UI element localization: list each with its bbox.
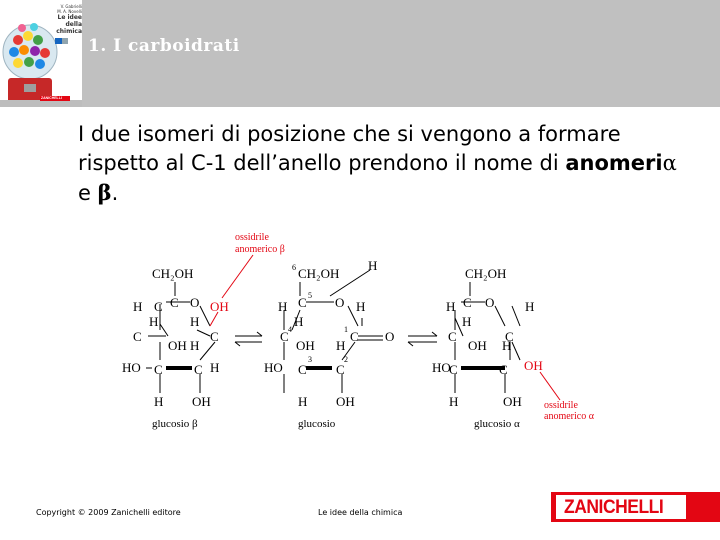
right-h-c5: H	[446, 299, 456, 314]
left-anomeric-oh: OH	[210, 299, 229, 314]
mid-c5: C	[298, 295, 307, 310]
mid-o: O	[335, 295, 345, 310]
right-oh-c4: OH	[468, 338, 487, 353]
slide-title: 1. I carboidrati	[88, 36, 240, 56]
mid-num-5: 5	[308, 291, 312, 300]
label-ossidrile-alpha-2: anomerico α	[544, 411, 594, 422]
right-ring-o: O	[485, 295, 495, 310]
anomer-diagram	[110, 225, 610, 435]
mid-c1: C	[350, 329, 359, 344]
body-end: .	[111, 181, 119, 205]
bold-term-anomeri: anomeri	[565, 151, 663, 175]
label-ossidrile-beta-1: ossidrile	[235, 232, 269, 243]
mid-h-top: H	[368, 258, 378, 273]
mid-h-c4: H	[294, 314, 304, 329]
right-anomeric-oh: OH	[524, 358, 543, 373]
mid-num-4: 4	[288, 325, 292, 334]
left-ho: HO	[122, 360, 141, 375]
book-cover-image	[0, 0, 82, 107]
mid-h-c3: H	[298, 394, 308, 409]
left-c5b: C	[154, 299, 163, 314]
mid-c4: C	[280, 329, 289, 344]
right-c4: C	[448, 329, 457, 344]
label-glucosio-alpha: glucosio α	[474, 418, 520, 430]
mid-h-c1: H	[356, 299, 366, 314]
left-oh-c2: OH	[192, 394, 211, 409]
right-ch2oh: CH₂OH	[465, 266, 507, 281]
cover-title-2: chimica	[56, 28, 82, 35]
logo-text: ZANICHELLI	[564, 497, 664, 518]
cover-title-1: Le idee della	[57, 14, 82, 28]
zanichelli-logo	[551, 492, 720, 522]
body-conjunction: e	[78, 181, 98, 205]
right-oh-c2: OH	[503, 394, 522, 409]
left-c5: C	[170, 295, 179, 310]
label-glucosio: glucosio	[298, 418, 336, 430]
mid-c2: C	[336, 362, 345, 377]
mid-ho: HO	[264, 360, 283, 375]
left-oh-c4: OH	[168, 338, 187, 353]
left-c3: C	[154, 362, 163, 377]
left-c1: C	[210, 329, 219, 344]
left-c4: C	[133, 329, 142, 344]
right-h-c3: H	[449, 394, 459, 409]
right-h-c1: H	[525, 299, 535, 314]
label-ossidrile-beta-2: anomerico β	[235, 244, 285, 255]
left-ring-o: O	[190, 295, 200, 310]
mid-num-3: 3	[308, 355, 312, 364]
right-h-c4: H	[462, 314, 472, 329]
alpha-symbol: α	[662, 151, 677, 175]
mid-aldehyde-o: O	[385, 329, 395, 344]
logo-inner	[556, 495, 686, 519]
cover-author-1: V. Gabrielli	[60, 4, 82, 9]
mid-h-c5: H	[278, 299, 288, 314]
mid-oh-c2: OH	[336, 394, 355, 409]
left-h-c3: H	[154, 394, 164, 409]
label-ossidrile-alpha-1: ossidrile	[544, 400, 578, 411]
right-c5: C	[463, 295, 472, 310]
mid-num-6: 6	[292, 263, 296, 272]
cover-publisher: ZANICHELLI	[41, 96, 62, 100]
left-ch2oh: CH₂OH	[152, 266, 194, 281]
mid-num-1: 1	[344, 325, 348, 334]
footer-copyright: Copyright © 2009 Zanichelli editore	[36, 508, 181, 517]
left-h-c1: H	[190, 314, 200, 329]
mid-oh-c4: OH	[296, 338, 315, 353]
footer-book-title: Le idee della chimica	[318, 508, 403, 517]
mid-h-c2: H	[336, 338, 346, 353]
right-c1: C	[505, 329, 514, 344]
body-text-start: I due isomeri di posizione che si vengono a formare rispetto al C-1 dell’anello prendono il nome di	[78, 122, 621, 175]
left-h-c2: H	[190, 338, 200, 353]
left-h-c2b: H	[210, 360, 220, 375]
label-glucosio-beta: glucosio β	[152, 418, 198, 430]
cover-author-2: M. A. Novelli	[57, 9, 82, 14]
left-c2: C	[194, 362, 203, 377]
left-h-c5: H	[133, 299, 143, 314]
mid-num-2: 2	[344, 355, 348, 364]
left-h-c4: H	[149, 314, 159, 329]
right-ho: HO	[432, 360, 451, 375]
right-c3: C	[449, 362, 458, 377]
right-c2: C	[499, 362, 508, 377]
right-h-c2: H	[502, 338, 512, 353]
mid-ch2oh: CH₂OH	[298, 266, 340, 281]
beta-symbol: β	[97, 180, 112, 205]
mid-c3: C	[298, 362, 307, 377]
body-paragraph	[78, 120, 678, 208]
